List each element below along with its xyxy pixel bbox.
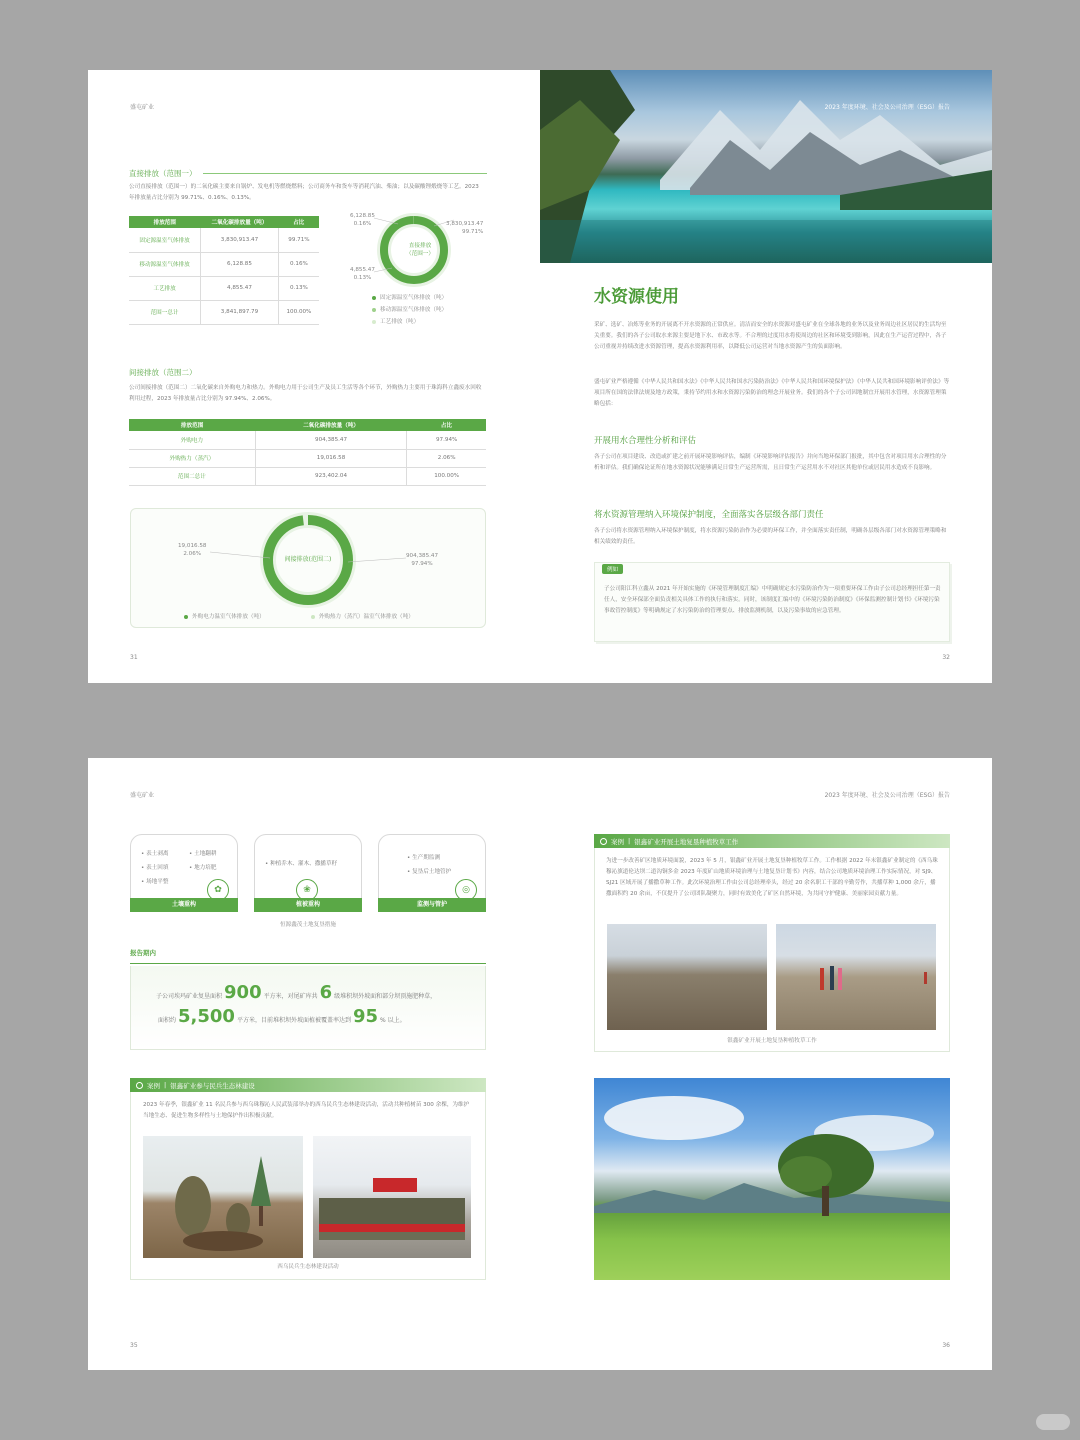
- anno-pct: 97.94%: [411, 561, 433, 567]
- center-line-1: 直接排放: [408, 243, 432, 249]
- anno-fixed: [446, 220, 483, 236]
- step-item: • 地力培肥: [189, 865, 217, 871]
- sub-title-2: 将水资源管理纳入环境保护制度，全面落实各层级各部门责任: [594, 510, 824, 520]
- case-caption: 西乌民兵生态林建设活动: [277, 1264, 339, 1270]
- tree-icon: ❀: [296, 879, 318, 901]
- field-photo-1: [607, 924, 767, 1030]
- cell: 外购电力: [129, 431, 255, 449]
- stat-text: 平方米，对尾矿库共: [263, 993, 318, 1000]
- case-text: 为进一步改善矿区地质环境面貌，2023 年 5 月，银鑫矿业开展土地复垦种植牧草工作。工作根据 2022 年末银鑫矿业制定的《西乌珠穆沁旗道伦达坝二道沟铜多金 2023 年度矿山地质环境治理与土地复垦计划书》内容，结合公司地质环境治理工作实际情况，对 SJ9、SJ21 区域开展了播撒草种工作。此次环境治理工作由公司总经理牵头，经过 20 余名职工干部的辛勤劳作，共播草种 1,000 余斤，播撒面积约 20 余亩，不仅提升了公司团队凝聚力，同时有效美化了矿区自然环境，为共同守护健康、美丽家园贡献力量。: [606, 858, 938, 897]
- field-photo-2: [776, 924, 936, 1030]
- table-row: [129, 228, 319, 252]
- legend-item: [372, 292, 447, 304]
- legend-label: 外购电力温室气体排放（吨）: [192, 614, 265, 620]
- cell: 100.00%: [278, 300, 319, 324]
- scope2-table: [129, 419, 486, 486]
- anno-power: [406, 552, 438, 568]
- anno-pct: 0.16%: [353, 221, 372, 227]
- anno-value: 3,830,913.47: [446, 221, 484, 227]
- legend-item: [372, 316, 447, 328]
- case-divider: |: [164, 1081, 167, 1089]
- step-item: • 表土回填: [141, 865, 169, 871]
- period-rule: [130, 958, 486, 964]
- page-36: [540, 758, 992, 1370]
- step-item: • 场地平整: [141, 879, 169, 885]
- table-row: [129, 252, 319, 276]
- page-31: [88, 70, 540, 683]
- water-para-1: 采矿、选矿、冶炼等业务的开展离不开水资源的正常供应。清洁而安全的水资源对盛屯矿业在全球各地的业务以及业务周边社区居民的生活均至关重要。我们的各子公司取水来源主要是地下水、市政水等。不合理的过度用水将使周边的社区和环境受到影响，因此在生产运营过程中，各子公司重视并持续改进水资源管理，提高水资源利用率，以降低公司运营对当地水资源产生的负面影响。: [594, 322, 947, 350]
- example-tag: 例如: [602, 564, 623, 574]
- scope1-legend: [372, 292, 447, 328]
- scope1-intro: 公司直接排放（范围一）的二氧化碳主要来自锅炉、发电机等燃烧燃料；公司商务车和货车等消耗汽油、柴油；以及碳酸锂煅烧等工艺。2023 年排放量占比分别为 99.71%、0.16%、0.13%。: [129, 184, 479, 201]
- monitor-icon: ◎: [455, 879, 477, 901]
- anno-value: 904,385.47: [406, 553, 439, 559]
- scope2-title: [129, 367, 203, 378]
- donut-center-label: 间接排放(范围二): [284, 556, 332, 563]
- table-row: [129, 467, 486, 485]
- th-amount: 二氧化碳排放量（吨）: [201, 216, 279, 228]
- cell: 6,128.85: [201, 252, 279, 276]
- th-ratio: 占比: [278, 216, 319, 228]
- stat-text: % 以上。: [380, 1017, 406, 1024]
- step-monitoring: [378, 834, 486, 912]
- cell: 0.16%: [278, 252, 319, 276]
- cell: 工艺排放: [129, 276, 201, 300]
- legend-label: 固定源温室气体排放（吨）: [380, 295, 448, 301]
- case-title: 银鑫矿业参与民兵生态林建设: [170, 1081, 255, 1090]
- cell: 范围二总计: [129, 467, 255, 485]
- step-soil-reconstruction: [130, 834, 238, 912]
- case-text: 2023 年春季，银鑫矿业 11 名民兵参与西乌珠穆沁人民武装部举办的西乌民兵生态林建设活动，活动共种植树苗 300 余棵，为维护当地生态、促进生物多样性与土地保护作出积极贡献。: [143, 1102, 470, 1119]
- table-row: [129, 276, 319, 300]
- mountain-lake-photo: [540, 70, 992, 263]
- stat-text: 面积约: [158, 1017, 177, 1024]
- step-item: • 种植乔木、灌木、撒播草籽: [265, 861, 338, 867]
- scope2-intro: 公司间接排放（范围二）二氧化碳来自外购电力和热力。外购电力用于公司生产及员工生活等各个环节，外购热力主要用于珠海科立鑫废水回收利用过程，2023 年排放量占比分别为 97.94%、2.06%。: [129, 385, 482, 402]
- water-title: 水资源使用: [594, 287, 679, 307]
- cell: 923,402.04: [255, 467, 407, 485]
- step-vegetation-reconstruction: [254, 834, 362, 912]
- anno-value: 6,128.85: [350, 213, 375, 219]
- page-number: 31: [130, 654, 138, 661]
- cell: 4,855.47: [201, 276, 279, 300]
- anno-value: 4,855.47: [350, 267, 375, 273]
- th-amount: 二氧化碳排放量（吨）: [255, 419, 407, 431]
- anno-process: [350, 266, 375, 282]
- cell: 移动源温室气体排放: [129, 252, 201, 276]
- grassland-tree-photo: [594, 1078, 950, 1280]
- step-item: • 复垦后土地管护: [407, 869, 452, 875]
- running-header: 盛屯矿业: [130, 792, 155, 799]
- th-range: 排放范围: [129, 216, 201, 228]
- page-32: [540, 70, 992, 683]
- legend-item: [311, 611, 414, 623]
- field-workers-illustration: [776, 924, 936, 1030]
- page-number: 36: [942, 1342, 950, 1349]
- sub2-text: 各子公司将水资源管理纳入环境保护制度，将水资源污染防治作为必要的环保工作，并全面落实责任制，明确各层级各部门对水资源管理策略和相关绩效的责任。: [594, 528, 947, 545]
- scope1-title-text: 直接排放（范围一）: [129, 169, 197, 178]
- th-range: 排放范围: [129, 419, 255, 431]
- running-header: 2023 年度环境、社会及公司治理（ESG）报告: [824, 792, 950, 799]
- table-row: [129, 449, 486, 467]
- anno-steam: [178, 542, 206, 558]
- cell: 外购热力（蒸汽）: [129, 449, 255, 467]
- steps-caption: 恒源鑫茂土地复垦措施: [280, 922, 336, 928]
- scope2-donut-chart: [130, 508, 486, 628]
- militia-group-photo: [313, 1136, 471, 1258]
- stat-text: 级堆积坝外坡面和部分坝顶施肥种草，: [334, 993, 437, 1000]
- spread-1: [88, 70, 992, 683]
- running-header: 盛屯矿业: [130, 104, 155, 111]
- table-row: [129, 300, 319, 324]
- case-label: 案例: [611, 837, 624, 846]
- cell: 99.71%: [278, 228, 319, 252]
- anno-value: 19,016.58: [178, 543, 207, 549]
- case-label: 案例: [147, 1081, 160, 1090]
- anno-mobile: [350, 212, 375, 228]
- scope2-title-text: 间接排放（范围二）: [129, 368, 197, 377]
- legend-dot: [184, 615, 188, 619]
- step-item: • 生产期监测: [407, 855, 441, 861]
- scope2-legend: [184, 611, 414, 623]
- shovel-icon: ✿: [207, 879, 229, 901]
- example-text: 子公司阳江科立鑫从 2021 年开始实施的《环境管理制度汇编》中明确规定水污染防治作为一项重要环保工作由子公司总经理担任第一责任人，安全环保部全面负责相关具体工作的执行和落实。同时，该制度汇编中的《环境污染防治制度》《环保监测控制计划书》《环境污染事故管控制度》等明确规定了水污染防治的管理要点、排放监测机制，以及污染事故的应急管理。: [604, 586, 941, 614]
- anno-pct: 0.13%: [353, 275, 372, 281]
- title-rule: [203, 173, 487, 174]
- step-label: 监测与管护: [378, 898, 486, 912]
- period-title: [130, 948, 156, 957]
- stat-number: 6: [319, 982, 333, 1003]
- mountain-lake-illustration: [540, 70, 992, 263]
- case-icon: [136, 1082, 143, 1089]
- donut-center-label: [406, 242, 434, 258]
- step-item: • 表土剥离: [141, 851, 169, 857]
- scope1-table: [129, 216, 319, 325]
- page-number: 32: [942, 654, 950, 661]
- case-icon: [600, 838, 607, 845]
- spread-2: [88, 758, 992, 1370]
- stat-line-1: [156, 982, 436, 1003]
- case-header: [594, 834, 950, 848]
- cell: 范围一总计: [129, 300, 201, 324]
- cell: 0.13%: [278, 276, 319, 300]
- case-title: 银鑫矿业开展土地复垦种植牧草工作: [634, 837, 739, 846]
- anno-pct: 99.71%: [462, 229, 484, 235]
- cell: 19,016.58: [255, 449, 407, 467]
- table-row: [129, 431, 486, 449]
- grassland-tree-illustration: [594, 1078, 950, 1280]
- page-number: 35: [130, 1342, 138, 1349]
- stat-line-2: [158, 1006, 406, 1027]
- cell: 固定源温室气体排放: [129, 228, 201, 252]
- case-divider: |: [628, 837, 631, 845]
- legend-dot: [311, 615, 315, 619]
- legend-label: 外购热力（蒸汽）温室气体排放（吨）: [318, 614, 414, 620]
- stat-text: 子公司埃玛矿业复垦面积: [156, 993, 223, 1000]
- step-label: 植被重构: [254, 898, 362, 912]
- cell: 100.00%: [407, 467, 486, 485]
- stat-number: 5,500: [178, 1006, 235, 1027]
- stat-number: 900: [224, 982, 262, 1003]
- step-item: • 土地翻耕: [189, 851, 217, 857]
- cell: 904,385.47: [255, 431, 407, 449]
- legend-label: 工艺排放（吨）: [380, 319, 420, 325]
- period-title-text: 报告期内: [130, 949, 156, 957]
- leader-line: [348, 558, 406, 562]
- legend-item: [372, 304, 447, 316]
- case-caption: 银鑫矿业开展土地复垦种植牧草工作: [727, 1038, 817, 1044]
- sub1-text: 各子公司在项目建设、改造或扩建之前开展环境影响评估，编制《环境影响评估报告》并向当地环保部门报批，其中包含对项目用水合理性的分析和评估。我们确保论证所在地水资源状况能够满足日常生产运营所需，且日常生产运营用水不对社区其他单位或居民用水造成不良影响。: [594, 454, 947, 471]
- step-items: [407, 851, 451, 879]
- cell: 2.06%: [407, 449, 486, 467]
- cell: 97.94%: [407, 431, 486, 449]
- step-items: [265, 857, 337, 871]
- legend-dot: [372, 308, 376, 312]
- tree-planting-photo: [143, 1136, 303, 1258]
- stat-text: 平方米，目前堆积坝外坡面植被覆盖率达到: [236, 1017, 351, 1024]
- case-header: [130, 1078, 486, 1092]
- step-label: 土壤重构: [130, 898, 238, 912]
- cell: 3,830,913.47: [201, 228, 279, 252]
- th-ratio: 占比: [407, 419, 486, 431]
- running-header: 2023 年度环境、社会及公司治理（ESG）报告: [824, 104, 950, 111]
- page-35: [88, 758, 540, 1370]
- cell: 3,841,897.79: [201, 300, 279, 324]
- sub-title-1: 开展用水合理性分析和评估: [594, 436, 697, 446]
- anno-pct: 2.06%: [183, 551, 202, 557]
- watermark-badge: [1036, 1414, 1070, 1430]
- center-line-2: （范围一）: [406, 251, 434, 257]
- legend-dot: [372, 296, 376, 300]
- tree-planting-illustration: [143, 1136, 303, 1258]
- legend-label: 移动源温室气体排放（吨）: [380, 307, 448, 313]
- water-para-2: 盛屯矿业严格遵循《中华人民共和国水法》《中华人民共和国水污染防治法》《中华人民共和国环境保护法》《中华人民共和国环境影响评价法》等项目所在国的法律法规及地方政策，秉持节约用水和水资源污染防治的理念开展业务。我们的各个子公司因地制宜开展用水管理，水资源管理策略包括：: [594, 379, 950, 407]
- legend-dot: [372, 320, 376, 324]
- militia-group-illustration: [313, 1136, 471, 1258]
- stat-number: 95: [352, 1006, 379, 1027]
- scope1-title: [129, 168, 487, 179]
- legend-item: [184, 611, 265, 623]
